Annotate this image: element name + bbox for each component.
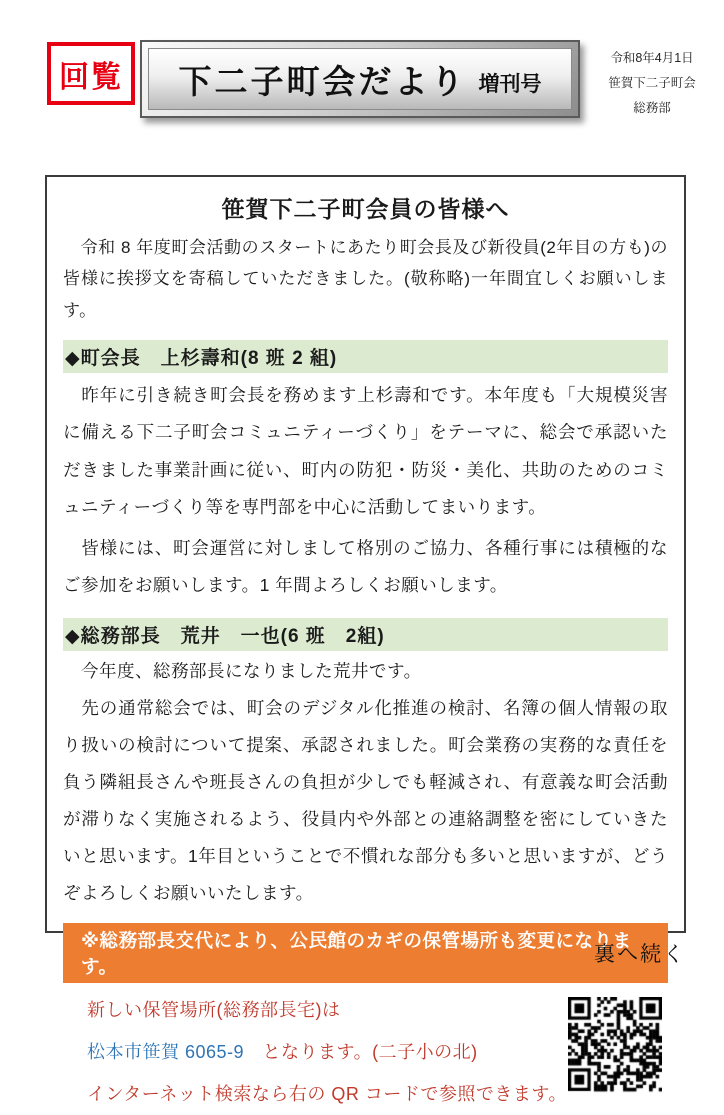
general-affairs-paragraph-1: 今年度、総務部長になりました荒井です。 [63,660,422,681]
circulation-stamp [47,42,135,105]
qr-code [568,997,662,1094]
continue-note: 裏へ続く [594,943,686,966]
issue-date: 令和8年4月1日 [610,51,694,65]
newsletter-title: 下二子町会だより [178,62,467,100]
issue-info [586,46,718,121]
key-location-block [63,989,668,1115]
general-affairs-paragraph-2: 先の通常総会では、町会のデジタル化推進の検討、名簿の個人情報の取り扱いの検討について提案、承認されました。町会業務の実務的な責任を負う隣組長さんや班長さんの負担が少しでも軽減され、有意義な町会活動が滞りなく実施されるよう、役員内や外部との連絡調整を密にしていきたいと思います。1年目ということで不慣れな部分も多いと思いますが、どうぞよろしくお願いいたします。 [63,697,668,904]
key-location-line1: 新しい保管場所(総務部長宅)は [87,999,341,1020]
key-location-line2-rest: となります。(二子小の北) [244,1041,478,1062]
newsletter-title-suffix: 増刊号 [478,73,542,96]
issue-department: 総務部 [633,101,671,115]
section-header-chairman: ◆町会長 上杉壽和(8 班 2 組) [63,340,668,373]
circulation-stamp-label: 回覧 [59,60,123,94]
chairman-paragraph-2: 皆様には、町会運営に対しまして格別のご協力、各種行事には積極的なご参加をお願いします。1 年間よろしくお願いします。 [63,537,668,595]
key-location-line3: インターネット検索なら右の QR コードで参照できます。 [87,1084,567,1105]
issue-organization: 笹賀下二子町会 [608,76,696,90]
intro-paragraph: 令和 8 年度町会活動のスタートにあたり町会長及び新役員(2年目の方も)の皆様に挨拶文を寄稿していただきました。(敬称略)一年間宜しくお願いします。 [63,238,668,320]
newsletter-title-plate [140,40,580,118]
key-location-address: 松本市笹賀 6065-9 [87,1041,245,1062]
main-heading: 笹賀下二子町会員の皆様へ [221,196,510,222]
section-header-general-affairs: ◆総務部長 荒井 一也(6 班 2組) [63,618,668,651]
key-change-notice-banner: ※総務部長交代により、公民館のカギの保管場所も変更になります。 [63,923,668,983]
chairman-paragraph-1: 昨年に引き続き町会長を務めます上杉壽和です。本年度も「大規模災害に備える下二子町会コミュニティーづくり」をテーマに、総会で承認いただきました事業計画に従い、町内の防犯・防災・美化、共助のためのコミュニティーづくり等を専門部を中心に活動してまいります。 [63,385,668,517]
key-location-line2 [87,1031,568,1073]
